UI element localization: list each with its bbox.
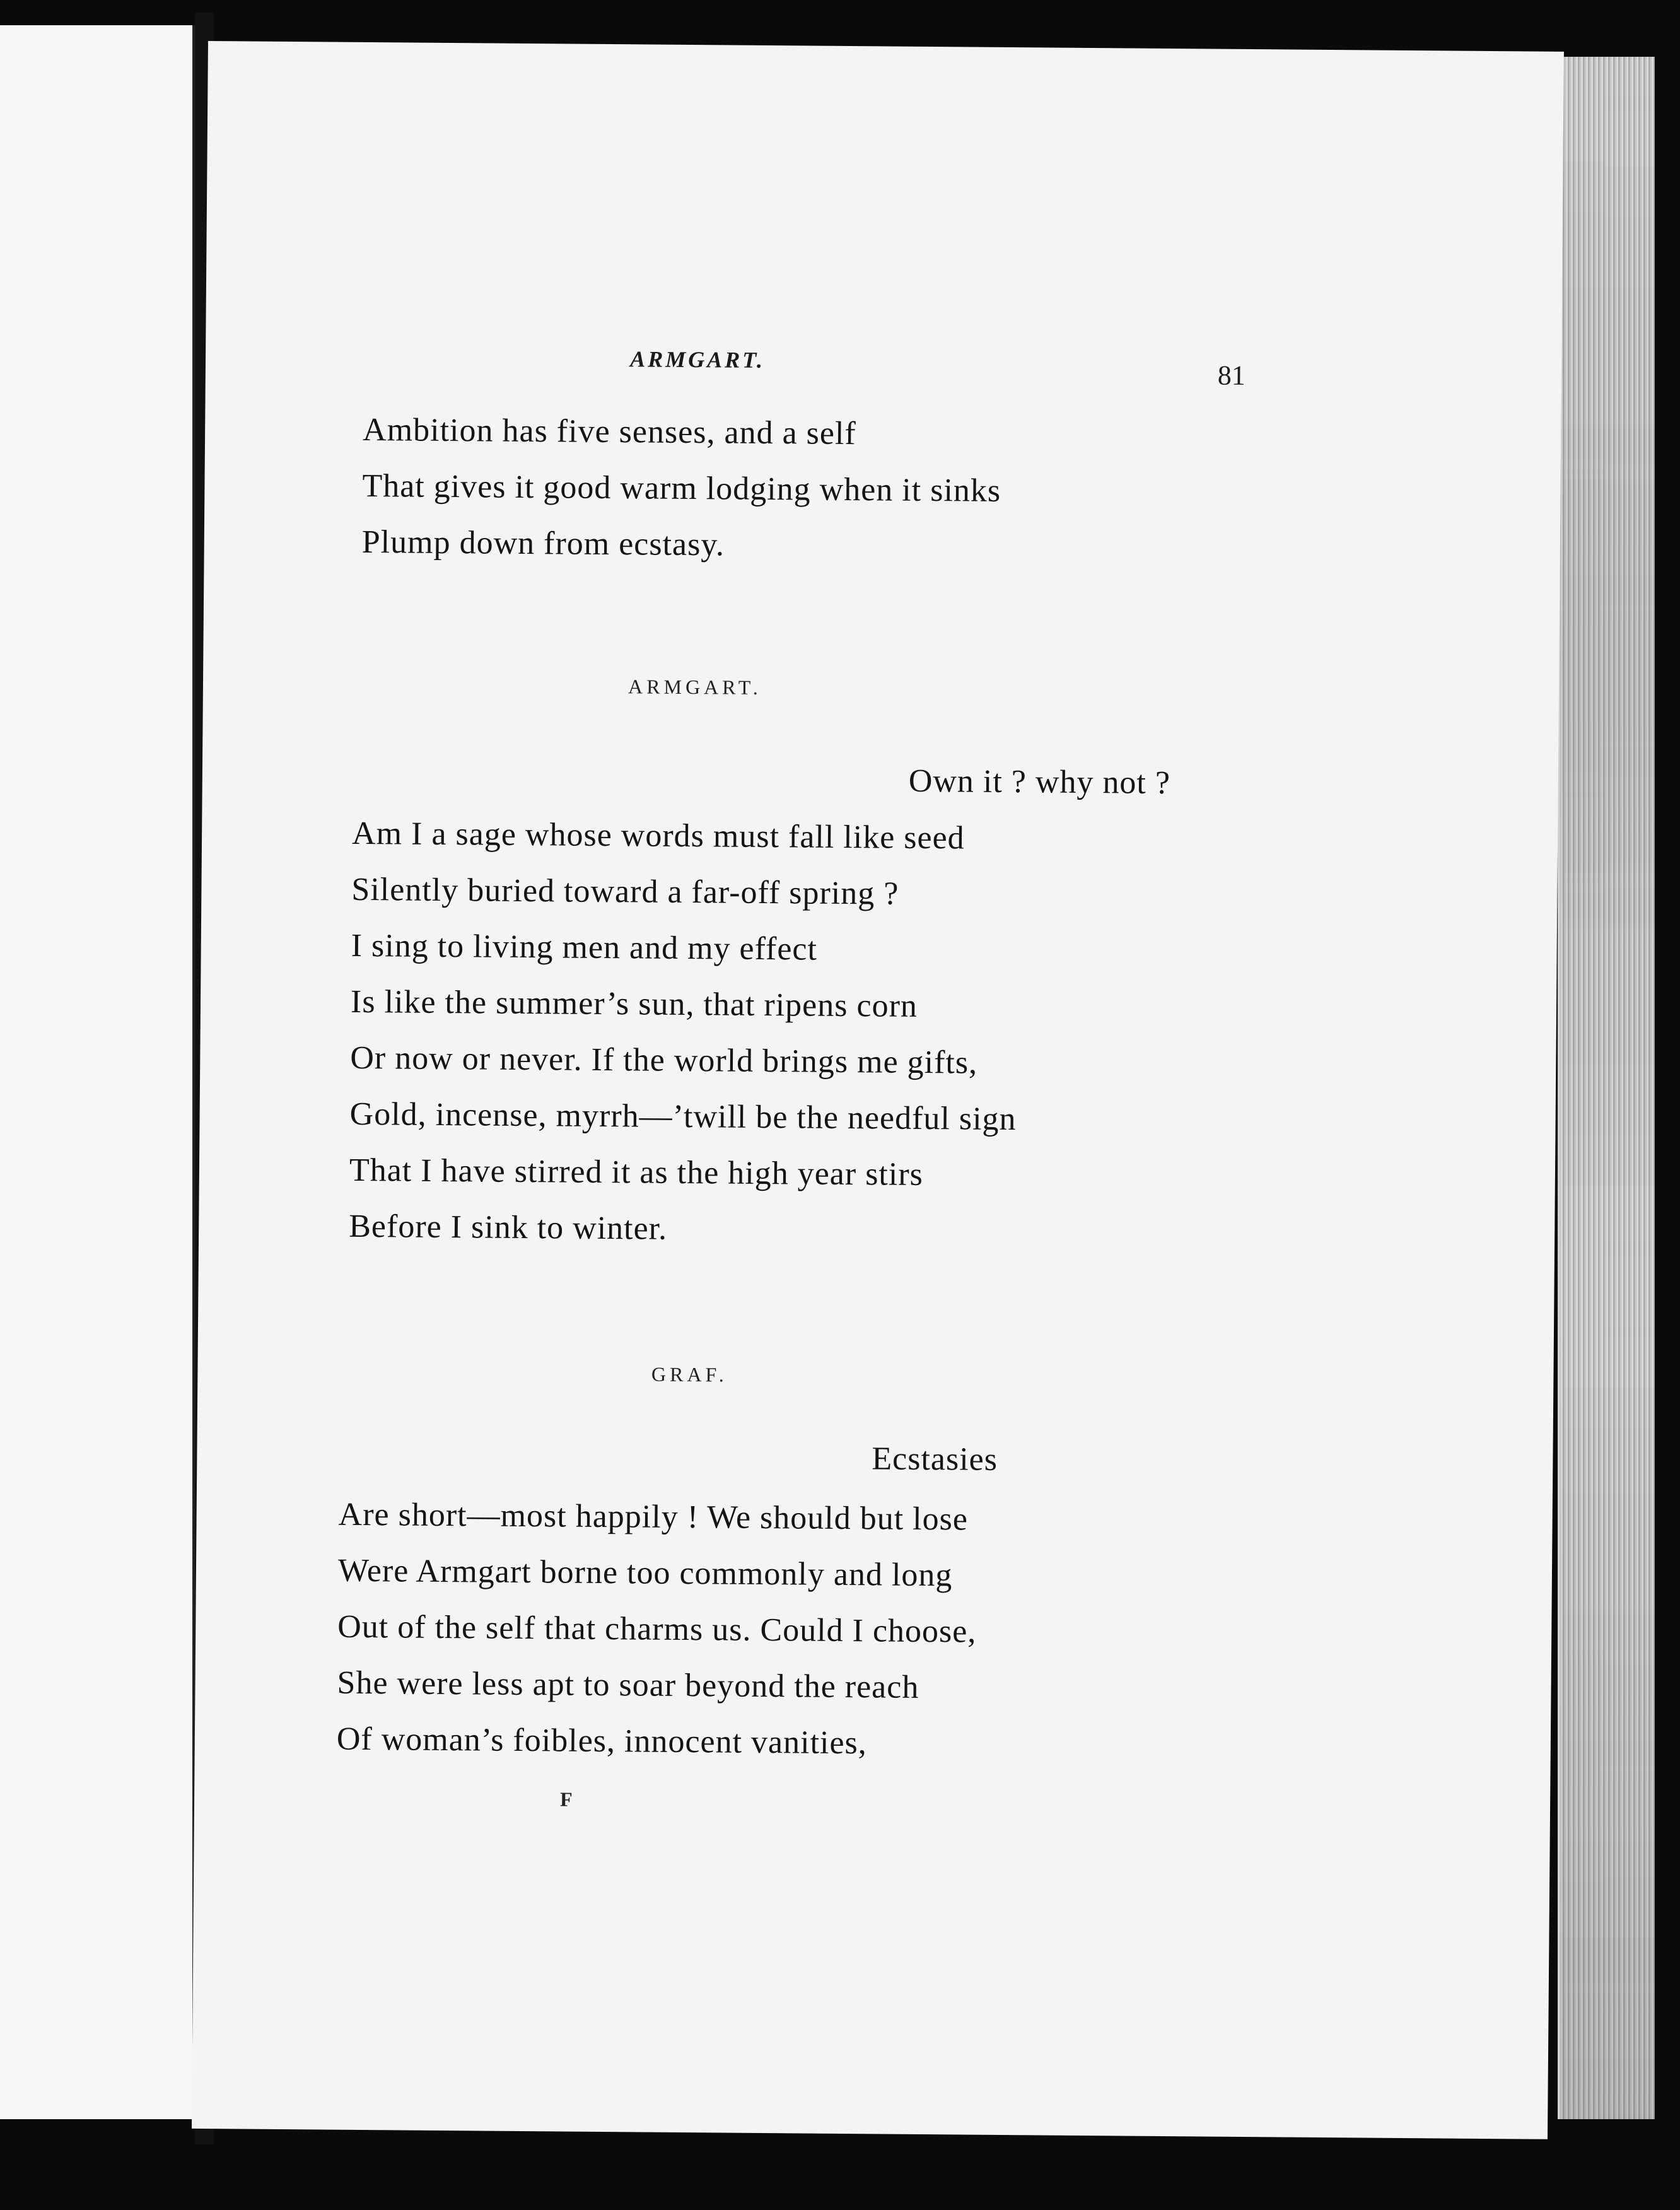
verse-line: Is like the summer’s sun, that ripens corn bbox=[350, 983, 918, 1024]
verse-line: Before I sink to winter. bbox=[349, 1208, 668, 1247]
verse-line: Out of the self that charms us. Could I choose, bbox=[337, 1608, 977, 1650]
book-page bbox=[192, 41, 1564, 2139]
verse-line: That I have stirred it as the high year stirs bbox=[349, 1152, 924, 1193]
running-head: ARMGART. bbox=[630, 346, 766, 373]
page-number: 81 bbox=[1217, 360, 1246, 391]
stanza-3 bbox=[337, 1487, 978, 1772]
verse-line: Are short—most happily ! We should but lose bbox=[338, 1496, 969, 1538]
signature-mark: F bbox=[559, 1787, 573, 1811]
stanza-2 bbox=[349, 805, 1018, 1260]
verse-line: Ecstasies bbox=[872, 1441, 998, 1478]
verse-line: That gives it good warm lodging when it sinks bbox=[362, 467, 1001, 509]
speaker-label-graf: GRAF. bbox=[651, 1362, 728, 1386]
verse-line: Or now or never. If the world brings me gifts, bbox=[350, 1039, 978, 1081]
verse-line: Gold, incense, myrrh—’twill be the needful sign bbox=[349, 1096, 1017, 1138]
verse-line: Plump down from ecstasy. bbox=[361, 523, 725, 563]
verse-line: Own it ? why not ? bbox=[908, 763, 1171, 802]
stanza-1 bbox=[361, 402, 1001, 575]
verse-line: Am I a sage whose words must fall like seed bbox=[351, 815, 965, 857]
verse-line: I sing to living men and my effect bbox=[351, 927, 818, 968]
verse-line: Silently buried toward a far-off spring ? bbox=[351, 871, 899, 912]
verse-line: Were Armgart borne too commonly and long bbox=[337, 1552, 953, 1594]
left-facing-page bbox=[0, 25, 195, 2119]
verse-line: Ambition has five senses, and a self bbox=[362, 411, 856, 452]
verse-line: Of woman’s foibles, innocent vanities, bbox=[336, 1721, 868, 1762]
verse-line: She were less apt to soar beyond the reach bbox=[337, 1664, 919, 1705]
indented-line bbox=[872, 1430, 998, 1488]
speaker-label-armgart: ARMGART. bbox=[627, 675, 762, 699]
indented-line bbox=[908, 753, 1170, 811]
page-block-edges bbox=[1558, 57, 1655, 2119]
